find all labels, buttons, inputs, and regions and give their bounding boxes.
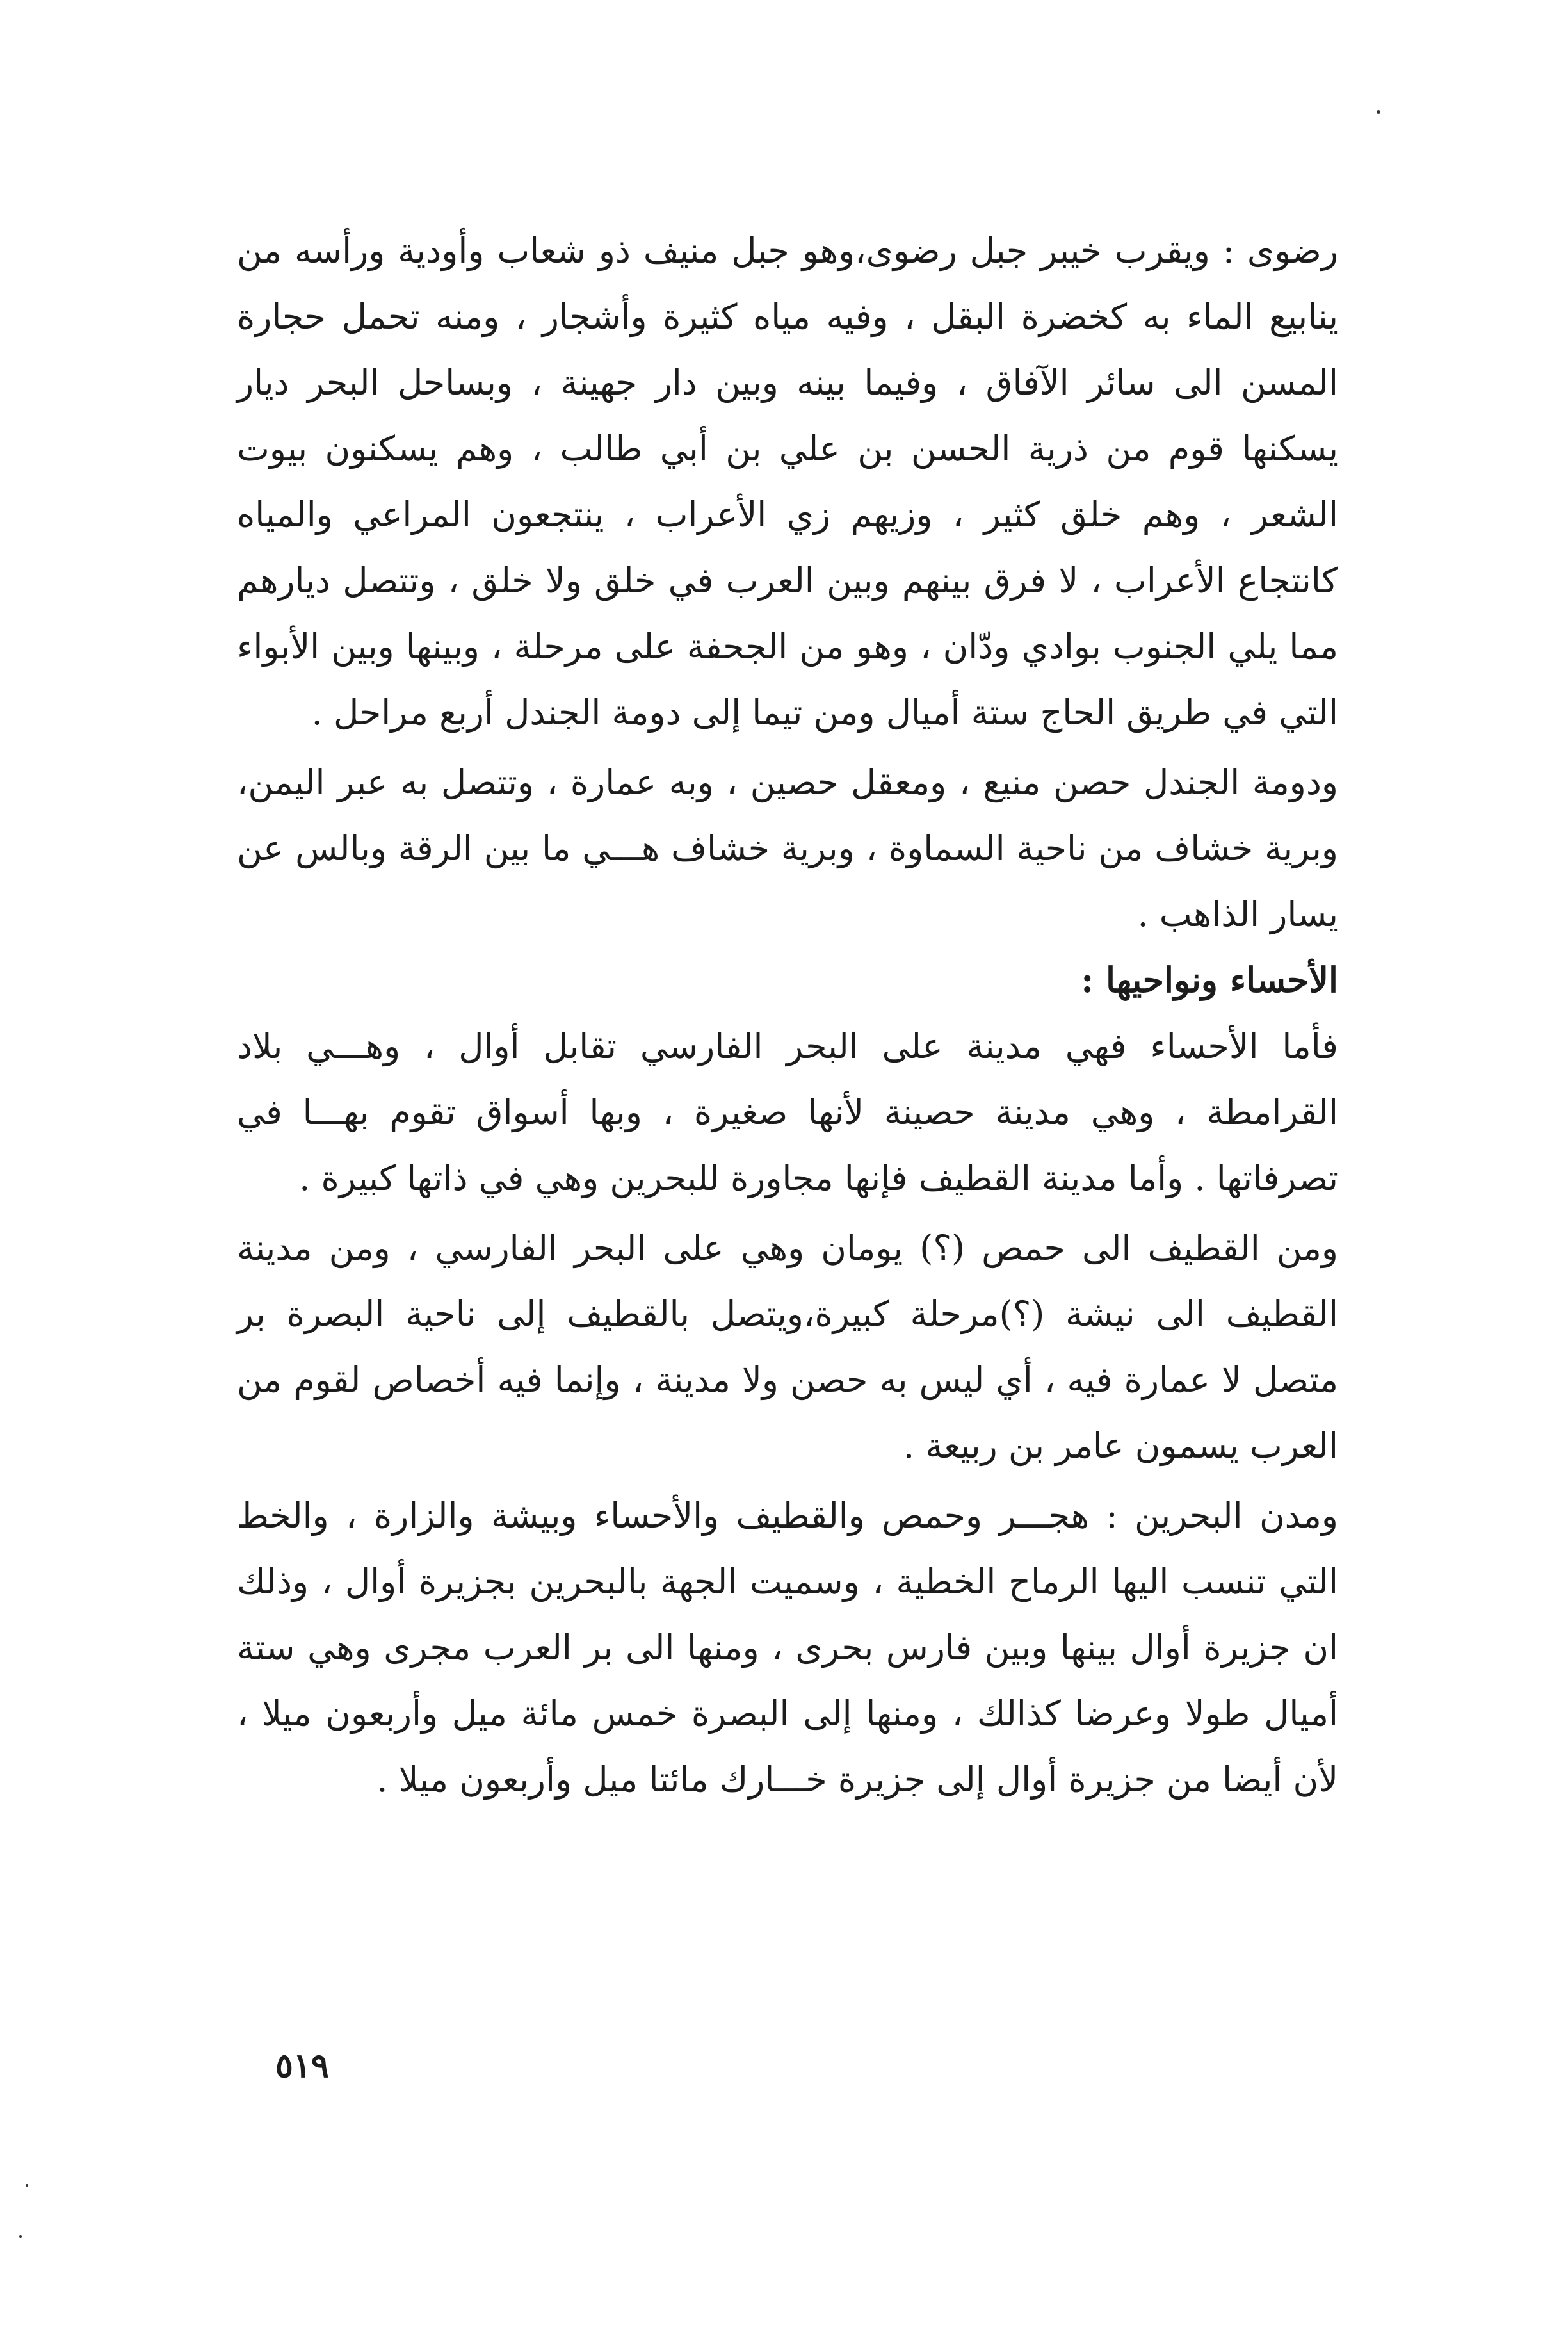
paragraph-ahsa: فأما الأحساء فهي مدينة على البحر الفارسي تقابل أوال ، وهـــي بلاد القرامطة ، وهي مدينة حصينة لأنها صغيرة ، وبها أسواق تقوم بهـــا في تصرفاتها . وأما مدينة القطيف فإنها مجاورة للبحرين وهي في ذاتها كبيرة . bbox=[237, 1026, 1338, 1198]
section-heading: الأحساء ونواحيها : bbox=[1081, 959, 1338, 1000]
scan-speck bbox=[26, 2184, 28, 2187]
page-number: ٥١٩ bbox=[275, 2046, 329, 2085]
scan-speck bbox=[19, 2235, 22, 2238]
page-body bbox=[237, 218, 1338, 1813]
paragraph-qatif: ومن القطيف الى حمص (؟) يومان وهي على البحر الفارسي ، ومن مدينة القطيف الى نيشة (؟)مرحلة كبيرة،ويتصل بالقطيف إلى ناحية البصرة بر متصل لا عمارة فيه ، أي ليس به حصن ولا مدينة ، وإنما فيه أخصاص لقوم من العرب يسمون عامر بن ربيعة . bbox=[237, 1228, 1338, 1466]
paragraph-radwa: رضوى : ويقرب خيبر جبل رضوى،وهو جبل منيف ذو شعاب وأودية ورأسه من ينابيع الماء به كخضرة البقل ، وفيه مياه كثيرة وأشجار ، ومنه تحمل حجارة المسن الى سائر الآفاق ، وفيما بينه وبين دار جهينة ، وبساحل البحر ديار يسكنها قوم من ذرية الحسن بن علي بن أبي طالب ، وهم يسكنون بيوت الشعر ، وهم خلق كثير ، وزيهم زي الأعراب ، ينتجعون المراعي والمياه كانتجاع الأعراب ، لا فرق بينهم وبين العرب في خلق ولا خلق ، وتتصل ديارهم مما يلي الجنوب بوادي ودّان ، وهو من الجحفة على مرحلة ، وبينها وبين الأبواء التي في طريق الحاج ستة أميال ومن تيما إلى دومة الجندل أربع مراحل . bbox=[237, 231, 1338, 733]
scan-speck bbox=[1377, 110, 1380, 114]
paragraph-dumat-al-jandal: ودومة الجندل حصن منيع ، ومعقل حصين ، وبه عمارة ، وتتصل به عبر اليمن، وبرية خشاف من ناحية السماوة ، وبرية خشاف هـــي ما بين الرقة وبالس عن يسار الذاهب . bbox=[237, 762, 1338, 934]
paragraph-bahrain-cities: ومدن البحرين : هجـــر وحمص والقطيف والأحساء وبيشة والزارة ، والخط التي تنسب اليها الرماح الخطية ، وسميت الجهة بالبحرين بجزيرة أوال ، وذلك ان جزيرة أوال بينها وبين فارس بحرى ، ومنها الى بر العرب مجرى وهي ستة أميال طولا وعرضا كذالك ، ومنها إلى البصرة خمس مائة ميل وأربعون ميلا ، لأن أيضا من جزيرة أوال إلى جزيرة خـــارك مائتا ميل وأربعون ميلا . bbox=[237, 1495, 1338, 1800]
